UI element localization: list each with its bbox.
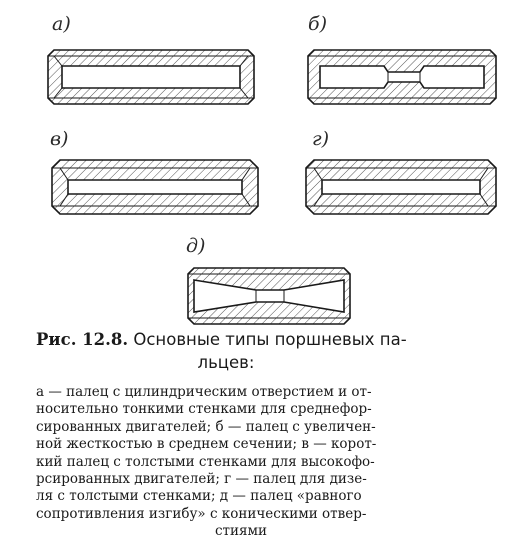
pin-d-section <box>188 268 350 324</box>
label-a: а) <box>52 13 71 35</box>
pin-b-section <box>308 50 496 104</box>
caption-line: сированных двигателей; б — палец с увеличен- <box>36 418 376 435</box>
caption-line: стиями <box>214 523 268 540</box>
pin-g-section <box>306 160 496 214</box>
caption-title-line1: Основные типы поршневых па- <box>133 330 407 349</box>
label-v: в) <box>50 128 69 150</box>
caption-line: ля с толстыми стенками; д — палец «равного <box>36 488 362 505</box>
caption-line: носительно тонкими стенками для среднефор- <box>36 401 372 418</box>
caption-line: а — палец с цилиндрическим отверстием и от- <box>36 384 372 400</box>
caption-line: ной жесткостью в среднем сечении; в — корот- <box>36 436 377 453</box>
caption-title-line2: льцев: <box>197 353 255 372</box>
pin-a-section <box>48 50 254 104</box>
label-g: г) <box>312 128 330 150</box>
label-d: д) <box>186 235 206 257</box>
figure-caption-title <box>36 328 456 374</box>
figure-number: Рис. 12.8. <box>36 330 129 349</box>
caption-line: сопротивления изгибу» с коническими отвер- <box>36 505 367 522</box>
caption-line: рсированных двигателей; г — палец для дизе- <box>36 471 367 488</box>
figure-caption-body <box>36 384 446 541</box>
caption-line: кий палец с толстыми стенками для высокофо- <box>36 453 375 470</box>
pin-v-section <box>52 160 258 214</box>
label-b: б) <box>308 13 328 35</box>
